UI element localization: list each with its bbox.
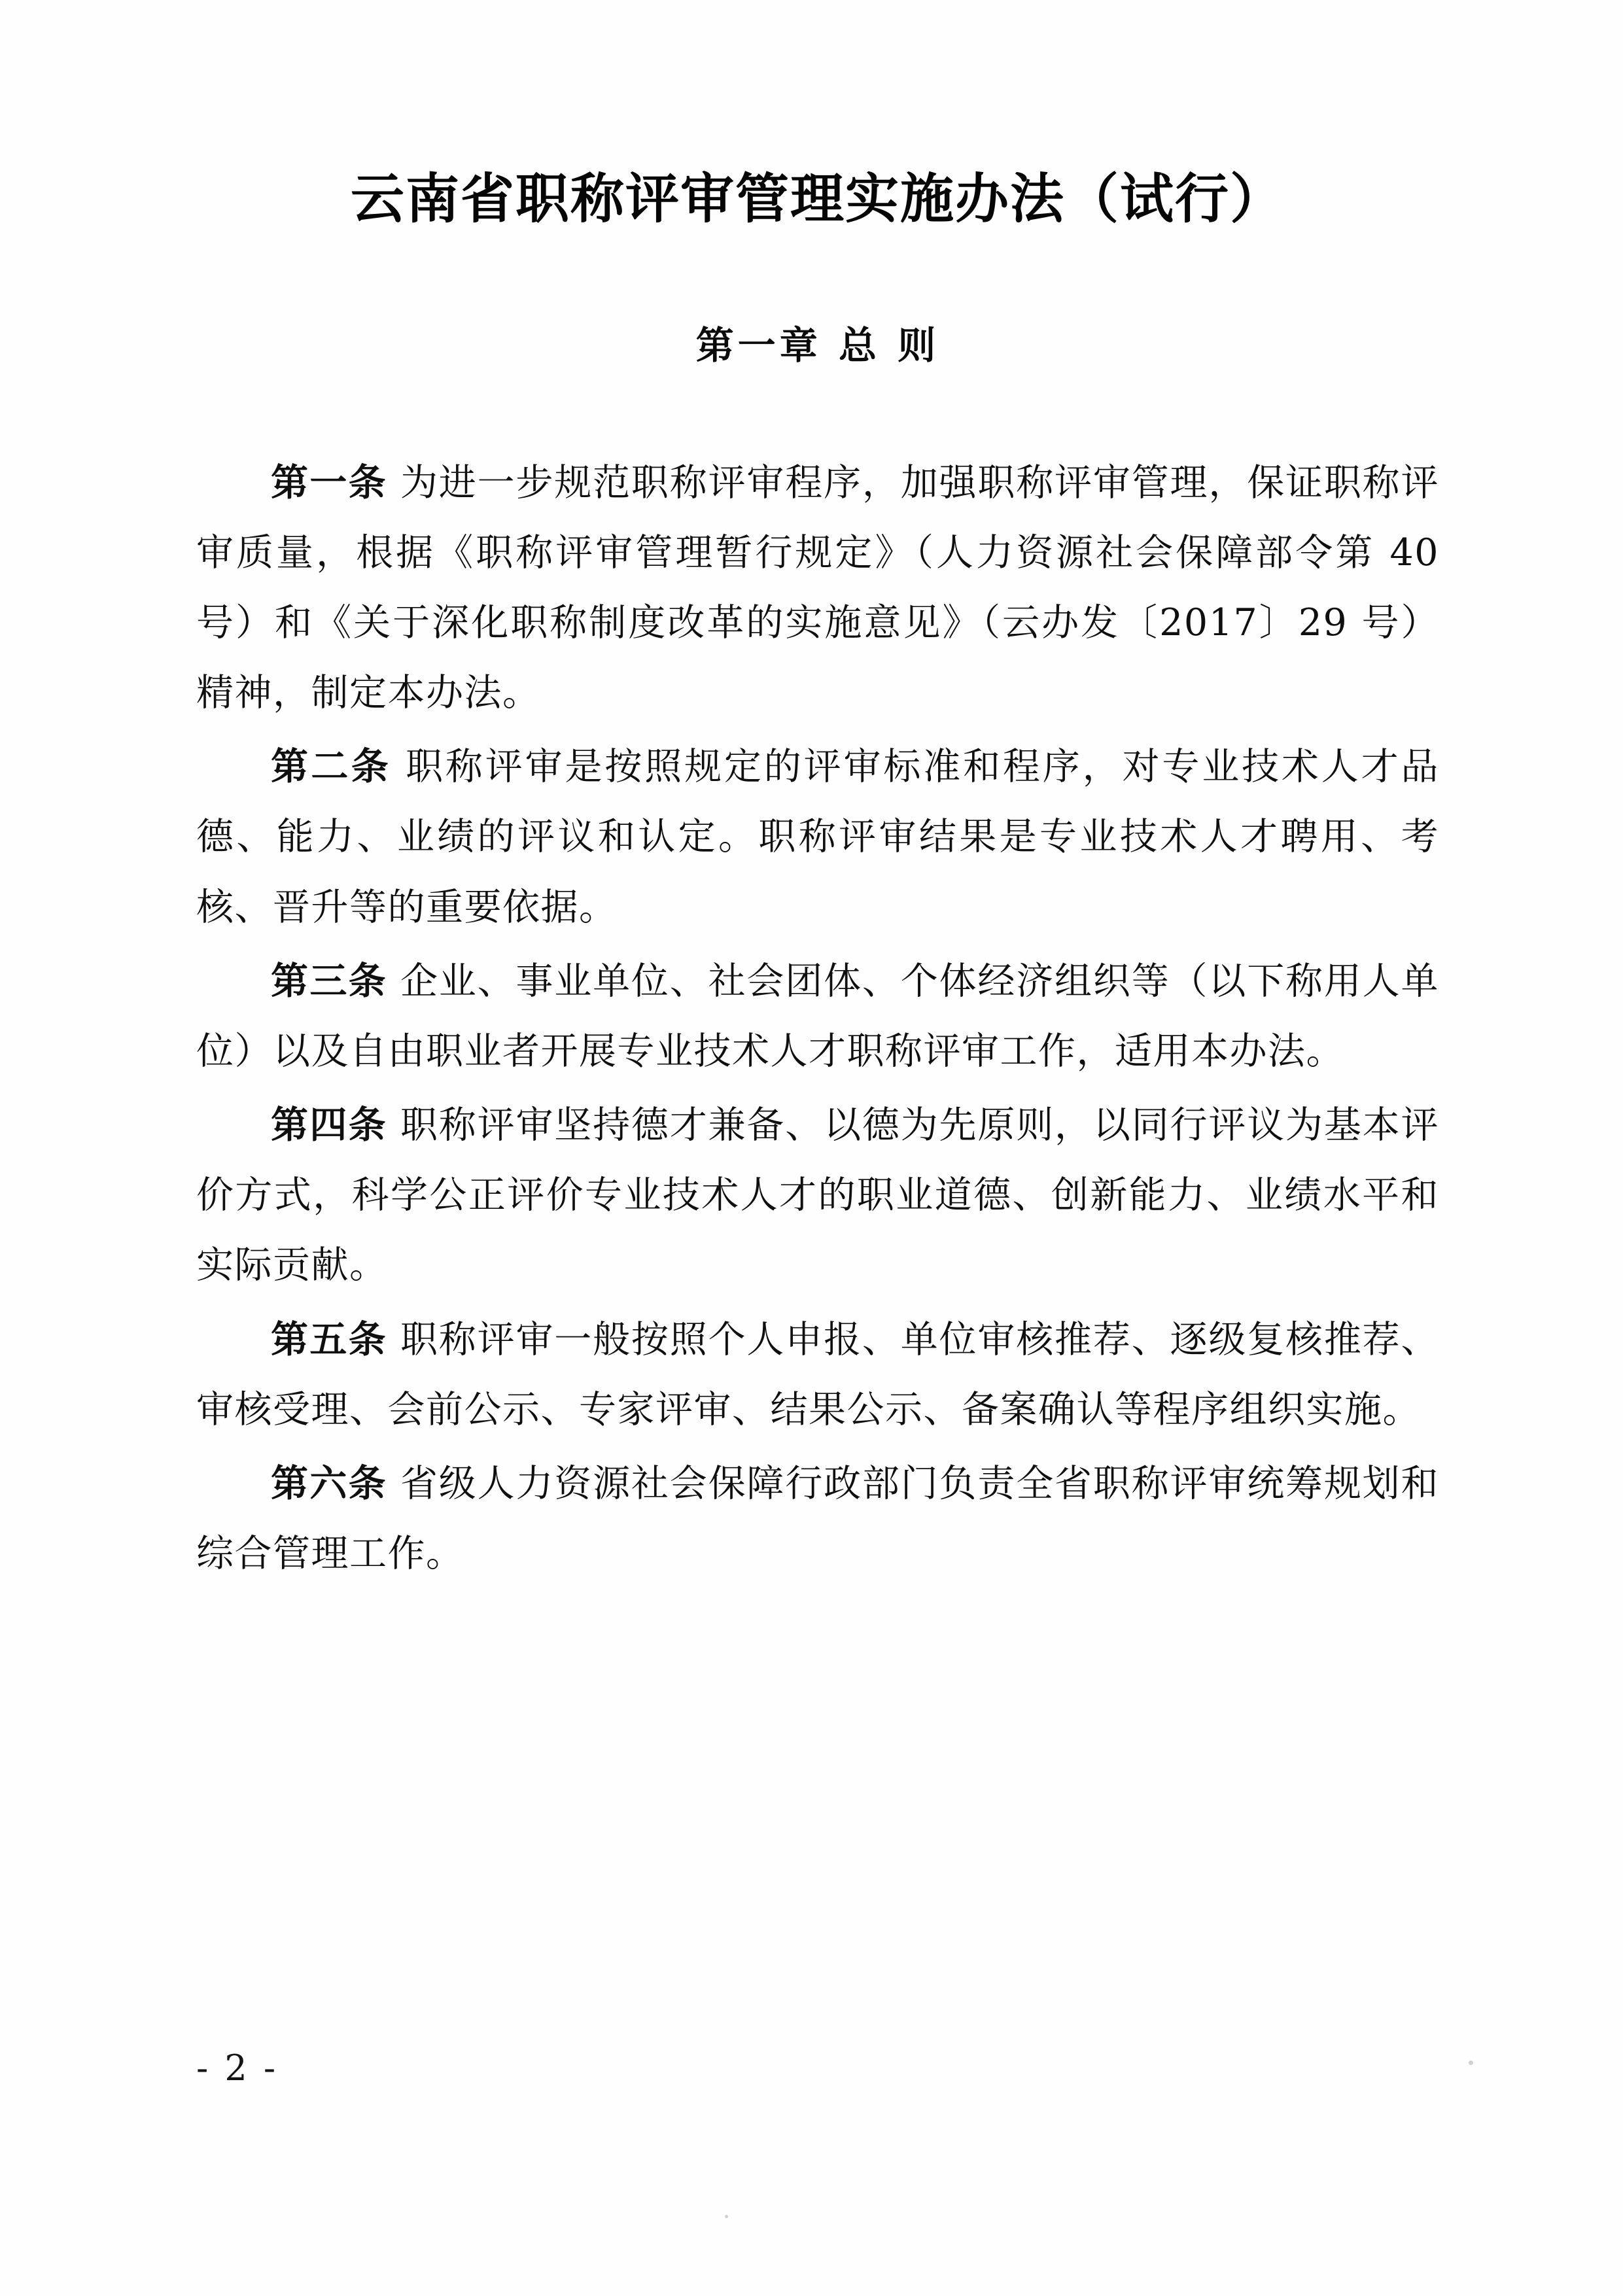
chapter-heading: 第一章 总 则 <box>695 322 940 368</box>
page-number: - 2 - <box>196 2047 279 2089</box>
article-item <box>196 1449 1439 1589</box>
article-label: 第四条 <box>271 1104 387 1147</box>
article-label: 第三条 <box>271 959 387 1003</box>
page-content <box>196 164 1439 1593</box>
article-label: 第五条 <box>271 1317 387 1361</box>
article-label: 第六条 <box>271 1461 387 1505</box>
paper-speck <box>725 2215 728 2218</box>
article-text: 省级人力资源社会保障行政部门负责全省职称评审统筹规划和综合管理工作。 <box>196 1461 1440 1576</box>
article-item <box>196 1090 1439 1300</box>
article-item <box>196 947 1439 1087</box>
article-text: 为进一步规范职称评审程序，加强职称评审管理，保证职称评审质量，根据《职称评审管理暂行规定》（人力资源社会保障部令第 40 号）和《关于深化职称制度改革的实施意见》（云办发〔2017〕29 号）精神，制定本办法。 <box>196 461 1440 715</box>
article-text: 企业、事业单位、社会团体、个体经济组织等（以下称用人单位）以及自由职业者开展专业技术人才职称评审工作，适用本办法。 <box>196 959 1440 1073</box>
article-text: 职称评审一般按照个人申报、单位审核推荐、逐级复核推荐、审核受理、会前公示、专家评审、结果公示、备案确认等程序组织实施。 <box>196 1317 1440 1431</box>
article-text: 职称评审坚持德才兼备、以德为先原则，以同行评议为基本评价方式，科学公正评价专业技术人才的职业道德、创新能力、业绩水平和实际贡献。 <box>196 1104 1440 1287</box>
article-item <box>196 448 1439 729</box>
paper-speck <box>1469 2061 1473 2065</box>
article-item <box>196 732 1439 942</box>
page-title: 云南省职称评审管理实施办法（试行） <box>350 168 1285 230</box>
article-text: 职称评审是按照规定的评审标准和程序，对专业技术人才品德、能力、业绩的评议和认定。职称评审结果是专业技术人才聘用、考核、晋升等的重要依据。 <box>196 745 1440 929</box>
article-label: 第二条 <box>271 745 392 789</box>
article-item <box>196 1305 1439 1445</box>
article-label: 第一条 <box>271 461 387 504</box>
